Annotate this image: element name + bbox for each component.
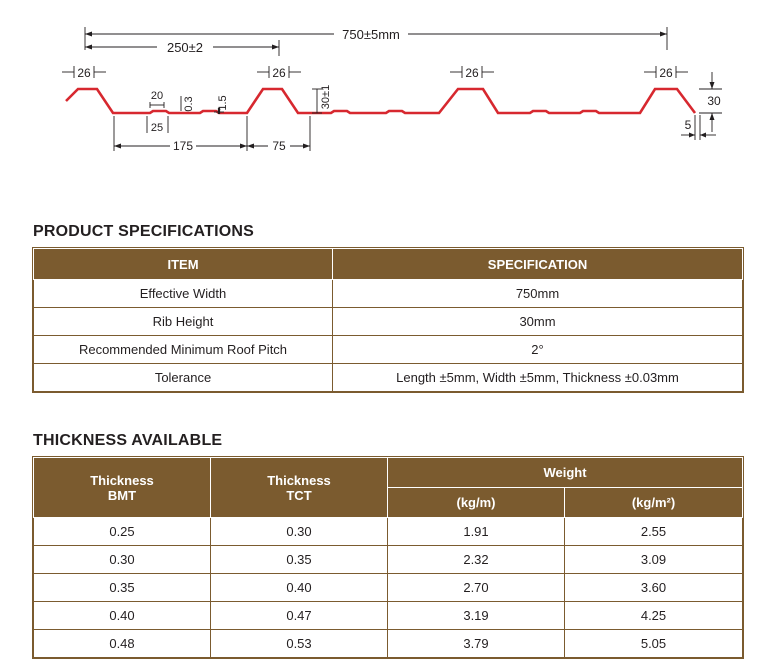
table-row xyxy=(34,336,743,364)
spec-cell: Length ±5mm, Width ±5mm, Thickness ±0.03mm xyxy=(333,364,743,392)
svg-text:26: 26 xyxy=(77,66,91,80)
tct-cell: 0.47 xyxy=(211,602,388,630)
kg-m-cell: 2.70 xyxy=(388,574,565,602)
bmt-cell: 0.40 xyxy=(34,602,211,630)
pitch-dimension xyxy=(85,40,279,56)
product-specifications-title: PRODUCT SPECIFICATIONS xyxy=(33,223,255,240)
specification-header: SPECIFICATION xyxy=(333,249,743,280)
bmt-cell: 0.48 xyxy=(34,630,211,658)
table-header-row xyxy=(34,458,743,488)
rib-base-dimension xyxy=(247,139,310,153)
item-cell: Rib Height xyxy=(34,308,333,336)
svg-text:26: 26 xyxy=(272,66,286,80)
svg-text:26: 26 xyxy=(465,66,479,80)
svg-text:0.3: 0.3 xyxy=(183,96,195,112)
svg-text:5: 5 xyxy=(684,118,692,132)
rib-base-label: 75 xyxy=(272,139,286,153)
bmt-cell: 0.30 xyxy=(34,546,211,574)
bmt-cell: 0.35 xyxy=(34,574,211,602)
spec-cell: 30mm xyxy=(333,308,743,336)
kg-m-cell: 3.79 xyxy=(388,630,565,658)
rib-top-dimension-2 xyxy=(257,66,301,80)
svg-text:30±1: 30±1 xyxy=(320,84,332,110)
thickness-table xyxy=(33,457,743,658)
svg-text:25: 25 xyxy=(150,122,164,134)
tct-cell: 0.30 xyxy=(211,518,388,546)
bmt-cell: 0.25 xyxy=(34,518,211,546)
svg-text:20: 20 xyxy=(150,90,164,102)
svg-text:1.5: 1.5 xyxy=(217,95,229,111)
table-row xyxy=(34,308,743,336)
pitch-label: 250±2 xyxy=(166,40,204,55)
rib-top-dimension-3 xyxy=(450,66,494,80)
item-header: ITEM xyxy=(34,249,333,280)
item-cell: Effective Width xyxy=(34,280,333,308)
kg-m2-cell: 5.05 xyxy=(565,630,743,658)
product-specifications-table xyxy=(33,248,743,392)
pan-width-label: 175 xyxy=(172,139,194,153)
tct-cell: 0.35 xyxy=(211,546,388,574)
kg-per-m-header: (kg/m) xyxy=(388,488,565,518)
tct-header: Thickness TCT xyxy=(211,458,388,518)
weight-header: Weight xyxy=(388,458,743,488)
table-header-row xyxy=(34,249,743,280)
table-row xyxy=(34,518,743,546)
spec-cell: 750mm xyxy=(333,280,743,308)
table-row xyxy=(34,364,743,392)
item-cell: Recommended Minimum Roof Pitch xyxy=(34,336,333,364)
rib-top-dimension-4 xyxy=(644,66,688,80)
kg-m-cell: 2.32 xyxy=(388,546,565,574)
rib-height-tolerance-dimension xyxy=(312,85,332,113)
tct-cell: 0.53 xyxy=(211,630,388,658)
table-row xyxy=(34,602,743,630)
table-row xyxy=(34,280,743,308)
kg-m2-cell: 3.60 xyxy=(565,574,743,602)
kg-m2-cell: 2.55 xyxy=(565,518,743,546)
tct-cell: 0.40 xyxy=(211,574,388,602)
table-row xyxy=(34,574,743,602)
rib-top-dimension-1 xyxy=(62,66,106,80)
end-rib-height-dimension xyxy=(699,72,722,132)
bmt-header: Thickness BMT xyxy=(34,458,211,518)
table-row xyxy=(34,630,743,658)
kg-m2-cell: 4.25 xyxy=(565,602,743,630)
kg-per-m2-header: (kg/m²) xyxy=(565,488,743,518)
table-row xyxy=(34,546,743,574)
svg-text:30: 30 xyxy=(707,94,721,108)
thickness-available-title: THICKNESS AVAILABLE xyxy=(33,432,223,449)
svg-text:26: 26 xyxy=(659,66,673,80)
total-width-label: 750±5mm xyxy=(342,27,400,42)
roof-sheet-profile-drawing xyxy=(0,0,779,170)
item-cell: Tolerance xyxy=(34,364,333,392)
spec-cell: 2° xyxy=(333,336,743,364)
kg-m-cell: 1.91 xyxy=(388,518,565,546)
kg-m-cell: 3.19 xyxy=(388,602,565,630)
kg-m2-cell: 3.09 xyxy=(565,546,743,574)
